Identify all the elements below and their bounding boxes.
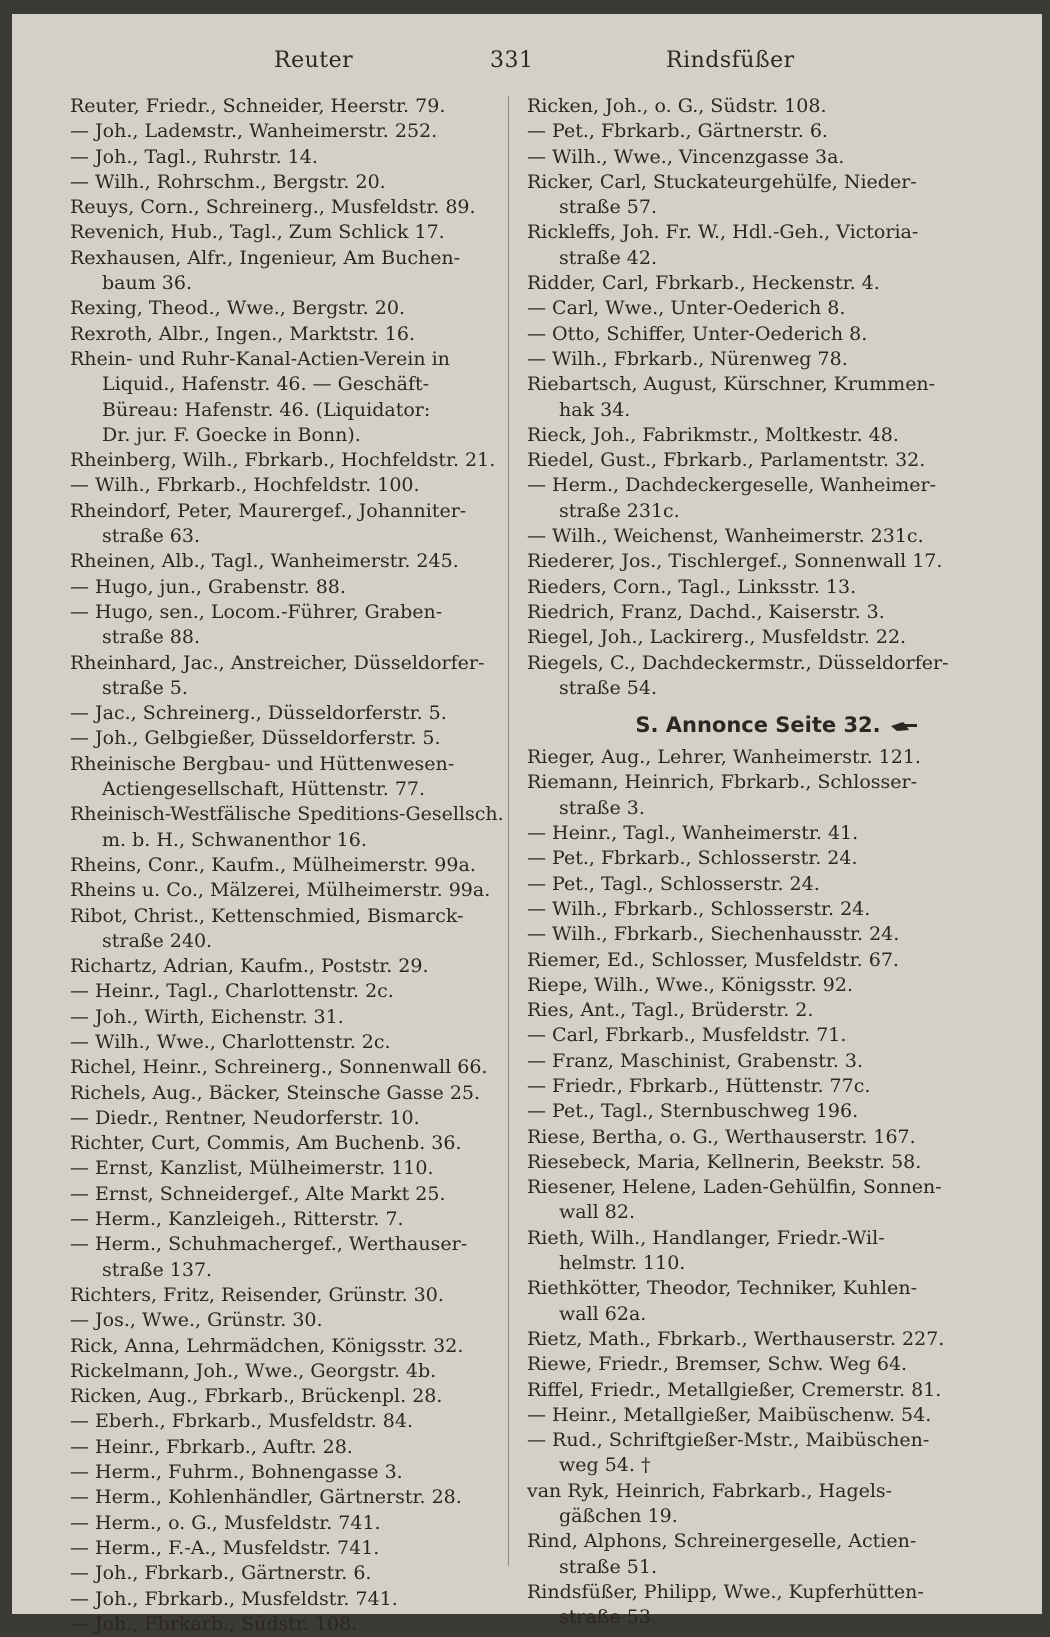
entry-line: — Heinr., Fbrkarb., Auftr. 28. [70,1435,353,1458]
entry-line: Rheinisch-Westfälische Speditions-Gesellsch. [70,803,504,826]
entry-line: Rindsfüßer, Philipp, Wwe., Kupferhütten- [527,1580,924,1603]
entry-line: Riegel, Joh., Lackirerg., Musfeldstr. 22. [527,626,907,649]
entry-line: — Carl, Wwe., Unter-Oederich 8. [527,297,846,320]
directory-entry [70,1055,502,1080]
entry-line: Rheindorf, Peter, Maurergef., Johanniter- [70,499,467,522]
directory-entry [527,1327,997,1352]
column-divider [508,96,509,1566]
entry-line: — Joh., Gelbgießer, Düsseldorferstr. 5. [70,727,441,750]
entry-line: Riesener, Helene, Laden-Gehülfin, Sonnen- [527,1176,942,1199]
entry-line: — Wilh., Fbrkarb., Hochfeldstr. 100. [70,474,420,497]
directory-entry [70,1409,502,1434]
entry-line: Rick, Anna, Lehrmädchen, Königsstr. 32. [70,1334,464,1357]
entry-line: Richters, Fritz, Reisender, Grünstr. 30. [70,1283,444,1306]
directory-entry [70,1561,502,1586]
directory-entry [527,1074,997,1099]
directory-entry [70,1536,502,1561]
directory-entry [70,954,502,979]
directory-entry [527,1428,997,1479]
entry-line: Riese, Bertha, o. G., Werthauserstr. 167. [527,1125,916,1148]
entry-line: — Heinr., Tagl., Charlottenstr. 2c. [70,980,394,1003]
entry-line: — Rud., Schriftgießer-Mstr., Maibüschen- [527,1429,930,1452]
directory-entry [70,195,502,220]
directory-entry [527,745,997,770]
right-column-bottom [527,745,997,1630]
directory-entry [70,1612,502,1637]
entry-line: Rheins, Conr., Kaufm., Mülheimerstr. 99a. [70,853,476,876]
entry-continuation: straße 240. [102,929,213,952]
directory-entry [527,821,997,846]
entry-line: van Ryk, Heinrich, Fabrkarb., Hagels- [527,1479,893,1502]
entry-line: — Heinr., Metallgießer, Maibüschenw. 54. [527,1403,932,1426]
entry-line: — Eberh., Fbrkarb., Musfeldstr. 84. [70,1410,414,1433]
directory-entry [527,347,997,372]
directory-entry [70,651,502,702]
directory-entry [527,1403,997,1428]
directory-entry [70,1359,502,1384]
right-column-top [527,94,997,701]
directory-entry [527,1580,997,1631]
directory-entry [527,119,997,144]
directory-entry [70,1156,502,1181]
entry-continuation: straße 63. [102,525,200,548]
page-number: 331 [490,48,534,73]
directory-entry [70,1384,502,1409]
entry-line: Riedrich, Franz, Dachd., Kaiserstr. 3. [527,600,885,623]
entry-continuation: Dr. jur. F. Goecke in Bonn). [102,423,361,446]
entry-line: Rieth, Wilh., Handlanger, Friedr.-Wil- [527,1226,885,1249]
entry-line: — Joh., Tagl., Ruhrstr. 14. [70,145,318,168]
entry-line: — Friedr., Fbrkarb., Hüttenstr. 77c. [527,1074,871,1097]
entry-continuation: weg 54. † [559,1454,651,1477]
entry-line: Ricken, Joh., o. G., Südstr. 108. [527,95,827,117]
entry-line: — Pet., Tagl., Sternbuschweg 196. [527,1100,859,1123]
entry-line: Ricker, Carl, Stuckateurgehülfe, Nieder- [527,170,917,193]
directory-entry [70,878,502,903]
entry-line: Ries, Ant., Tagl., Brüderstr. 2. [527,999,814,1022]
entry-line: — Pet., Fbrkarb., Gärtnerstr. 6. [527,120,828,143]
header-first-entry: Reuter [274,48,354,73]
directory-entry [70,473,502,498]
directory-entry [527,524,997,549]
entry-line: Rickleffs, Joh. Fr. W., Hdl.-Geh., Victoria- [527,221,919,244]
entry-line: Riedel, Gust., Fbrkarb., Parlamentstr. 32. [527,449,926,472]
entry-continuation: straße 3. [559,796,645,819]
entry-line: Riegels, C., Dachdeckermstr., Düsseldorfer- [527,651,949,674]
entry-continuation: m. b. H., Schwanenthor 16. [102,828,367,851]
entry-line: Richartz, Adrian, Kaufm., Poststr. 29. [70,955,429,978]
directory-entry [527,448,997,473]
entry-line: — Wilh., Wwe., Vincenzgasse 3a. [527,145,845,168]
directory-entry [527,549,997,574]
entry-line: Rickelmann, Joh., Wwe., Georgstr. 4b. [70,1359,437,1382]
entry-line: — Herm., Dachdeckergeselle, Wanheimer- [527,474,937,497]
entry-continuation: straße 5. [102,676,188,699]
directory-entry [70,1131,502,1156]
directory-page [12,14,1042,1635]
directory-entry [527,600,997,625]
entry-line: Rexhausen, Alfr., Ingenieur, Am Buchen- [70,246,461,269]
entry-line: Rieck, Joh., Fabrikmstr., Moltkestr. 48. [527,423,899,446]
entry-line: — Ernst, Schneidergef., Alte Markt 25. [70,1182,446,1205]
directory-entry [527,1125,997,1150]
entry-line: — Joh., Fbrkarb., Musfeldstr. 741. [70,1587,398,1610]
entry-line: — Franz, Maschinist, Grabenstr. 3. [527,1049,864,1072]
directory-entry [527,948,997,973]
directory-entry [527,846,997,871]
directory-entry [527,94,997,119]
entry-line: Riederer, Jos., Tischlergef., Sonnenwall 17. [527,550,943,573]
entry-line: Rheinhard, Jac., Anstreicher, Düsseldorfer- [70,651,485,674]
entry-line: — Herm., Fuhrm., Bohnengasse 3. [70,1461,403,1484]
directory-entry [527,372,997,423]
entry-line: — Wilh., Fbrkarb., Siechenhausstr. 24. [527,923,900,946]
directory-entry [70,499,502,550]
entry-continuation: Actiengesellschaft, Hüttenstr. 77. [102,778,426,801]
directory-entry [70,145,502,170]
directory-entry [70,1460,502,1485]
entry-continuation: straße 57. [559,196,657,219]
directory-entry [70,1106,502,1131]
entry-continuation: gäßchen 19. [559,1505,678,1528]
entry-line: Richel, Heinr., Schreinerg., Sonnenwall 66. [70,1056,488,1079]
directory-entry [527,1529,997,1580]
directory-entry [70,979,502,1004]
entry-line: — Carl, Fbrkarb., Musfeldstr. 71. [527,1024,847,1047]
directory-entry [527,575,997,600]
entry-continuation: straße 137. [102,1258,213,1281]
entry-line: Rieders, Corn., Tagl., Linksstr. 13. [527,575,857,598]
entry-line: Ribot, Christ., Kettenschmied, Bismarck- [70,904,464,927]
directory-entry [527,1378,997,1403]
directory-entry [527,651,997,702]
entry-continuation: straße 42. [559,246,657,269]
directory-entry [70,220,502,245]
entry-line: Rietz, Math., Fbrkarb., Werthauserstr. 227. [527,1327,945,1350]
directory-entry [527,897,997,922]
directory-entry [70,119,502,144]
directory-entry [70,802,502,853]
directory-entry [70,1511,502,1536]
entry-line: Rheinberg, Wilh., Fbrkarb., Hochfeldstr. 21. [70,449,496,472]
entry-line: Reuys, Corn., Schreinerg., Musfeldstr. 89. [70,196,476,219]
entry-line: Riebartsch, August, Kürschner, Krummen- [527,373,936,396]
entry-line: Rheinische Bergbau- und Hüttenwesen- [70,752,455,775]
entry-line: Rheinen, Alb., Tagl., Wanheimerstr. 245. [70,550,459,573]
entry-continuation: straße 54. [559,676,657,699]
entry-line: — Hugo, jun., Grabenstr. 88. [70,575,346,598]
directory-entry [70,549,502,574]
entry-line: — Joh., Fbrkarb., Gärtnerstr. 6. [70,1562,372,1585]
entry-continuation: wall 82. [559,1201,635,1224]
directory-entry [527,170,997,221]
entry-line: Revenich, Hub., Tagl., Zum Schlick 17. [70,221,445,244]
directory-entry [527,770,997,821]
directory-entry [527,1352,997,1377]
directory-entry [527,423,997,448]
entry-line: — Joh., Fbrkarb., Südstr. 108. [70,1612,358,1635]
directory-entry [70,1283,502,1308]
directory-entry [527,922,997,947]
directory-entry [527,1175,997,1226]
entry-line: — Herm., Schuhmachergef., Werthauser- [70,1233,468,1256]
entry-line: Rind, Alphons, Schreinergeselle, Actien- [527,1530,917,1553]
directory-entry [527,1150,997,1175]
entry-line: Rieger, Aug., Lehrer, Wanheimerstr. 121. [527,746,921,769]
entry-line: Riemer, Ed., Schlosser, Musfeldstr. 67. [527,948,899,971]
entry-continuation: Liquid., Hafenstr. 46. — Geschäft- [102,373,430,396]
directory-entry [70,752,502,803]
directory-entry [70,94,502,119]
entry-line: Riethkötter, Theodor, Techniker, Kuhlen- [527,1277,918,1300]
directory-entry [70,701,502,726]
directory-entry [70,904,502,955]
directory-entry [527,145,997,170]
directory-entry [527,998,997,1023]
directory-entry [527,872,997,897]
pointing-hand-icon [889,719,919,733]
entry-line: — Wilh., Rohrschm., Bergstr. 20. [70,170,386,193]
entry-continuation: baum 36. [102,272,192,295]
directory-entry [70,726,502,751]
entry-line: — Pet., Tagl., Schlosserstr. 24. [527,872,820,895]
header-last-entry: Rindsfüßer [666,48,795,73]
entry-line: Ricken, Aug., Fbrkarb., Brückenpl. 28. [70,1385,443,1408]
entry-continuation: hak 34. [559,398,631,421]
entry-line: Reuter, Friedr., Schneider, Heerstr. 79. [70,95,446,117]
annonce-text: S. Annonce Seite 32. [635,713,881,738]
directory-entry [70,575,502,600]
directory-entry [70,1334,502,1359]
directory-entry [527,625,997,650]
directory-entry [527,1049,997,1074]
directory-entry [70,1485,502,1510]
directory-entry [527,473,997,524]
directory-entry [527,1276,997,1327]
entry-line: — Hugo, sen., Locom.-Führer, Graben- [70,600,443,623]
entry-line: — Otto, Schiffer, Unter-Oederich 8. [527,322,868,345]
entry-continuation: helmstr. 110. [559,1252,686,1275]
entry-line: — Heinr., Tagl., Wanheimerstr. 41. [527,822,859,845]
page-header [12,48,1042,84]
directory-entry [70,448,502,473]
directory-entry [70,1435,502,1460]
entry-line: — Diedr., Rentner, Neudorferstr. 10. [70,1106,420,1129]
entry-line: — Jac., Schreinerg., Düsseldorferstr. 5. [70,702,447,725]
entry-line: Riewe, Friedr., Bremser, Schw. Weg 64. [527,1353,908,1376]
directory-entry [70,1081,502,1106]
entry-line: Rheins u. Co., Mälzerei, Mülheimerstr. 99a. [70,879,491,902]
directory-entry [527,973,997,998]
right-column [527,94,997,1631]
directory-entry [527,271,997,296]
directory-entry [527,1479,997,1530]
entry-continuation: Büreau: Hafenstr. 46. (Liquidator: [102,398,431,421]
entry-line: Riffel, Friedr., Metallgießer, Cremerstr. 81. [527,1378,942,1401]
entry-line: — Pet., Fbrkarb., Schlosserstr. 24. [527,847,858,870]
directory-entry [527,296,997,321]
annonce-note [527,707,997,743]
directory-entry [70,1182,502,1207]
directory-entry [70,347,502,448]
entry-line: Rexroth, Albr., Ingen., Marktstr. 16. [70,322,416,345]
directory-entry [70,296,502,321]
directory-entry [70,322,502,347]
directory-entry [527,1226,997,1277]
entry-line: — Herm., Kanzleigeh., Ritterstr. 7. [70,1208,404,1231]
directory-entry [70,1030,502,1055]
directory-entry [527,1023,997,1048]
entry-line: Rexing, Theod., Wwe., Bergstr. 20. [70,297,405,320]
entry-continuation: wall 62a. [559,1302,647,1325]
entry-line: Richels, Aug., Bäcker, Steinsche Gasse 25. [70,1081,481,1104]
entry-line: Riemann, Heinrich, Fbrkarb., Schlosser- [527,771,918,794]
directory-entry [70,246,502,297]
entry-continuation: straße 53. [559,1606,657,1629]
entry-line: — Wilh., Weichenst, Wanheimerstr. 231c. [527,525,924,548]
directory-entry [527,220,997,271]
directory-entry [70,1005,502,1030]
entry-line: Rhein- und Ruhr-Kanal-Actien-Verein in [70,347,450,370]
entry-line: — Herm., o. G., Musfeldstr. 741. [70,1511,381,1534]
directory-entry [70,170,502,195]
directory-entry [527,1099,997,1124]
entry-line: — Herm., Kohlenhändler, Gärtnerstr. 28. [70,1486,462,1509]
directory-entry [70,600,502,651]
entry-line: — Wilh., Fbrkarb., Schlosserstr. 24. [527,897,871,920]
entry-line: — Joh., Wirth, Eichenstr. 31. [70,1005,344,1028]
directory-entry [70,853,502,878]
entry-line: — Herm., F.-A., Musfeldstr. 741. [70,1536,380,1559]
entry-line: — Wilh., Fbrkarb., Nürenweg 78. [527,347,848,370]
entry-continuation: straße 231c. [559,499,680,522]
directory-entry [70,1587,502,1612]
directory-entry [70,1308,502,1333]
directory-entry [527,322,997,347]
entry-line: — Jos., Wwe., Grünstr. 30. [70,1309,323,1332]
left-column [70,94,502,1637]
entry-line: Richter, Curt, Commis, Am Buchenb. 36. [70,1132,462,1155]
directory-entry [70,1232,502,1283]
entry-line: — Ernst, Kanzlist, Mülheimerstr. 110. [70,1157,434,1180]
entry-line: — Joh., Ladeмstr., Wanheimerstr. 252. [70,120,438,143]
directory-entry [70,1207,502,1232]
entry-line: Ridder, Carl, Fbrkarb., Heckenstr. 4. [527,272,880,295]
entry-line: Riepe, Wilh., Wwe., Königsstr. 92. [527,973,853,996]
entry-continuation: straße 88. [102,626,200,649]
entry-continuation: straße 51. [559,1555,657,1578]
entry-line: Riesebeck, Maria, Kellnerin, Beekstr. 58. [527,1150,922,1173]
entry-line: — Wilh., Wwe., Charlottenstr. 2c. [70,1030,391,1053]
